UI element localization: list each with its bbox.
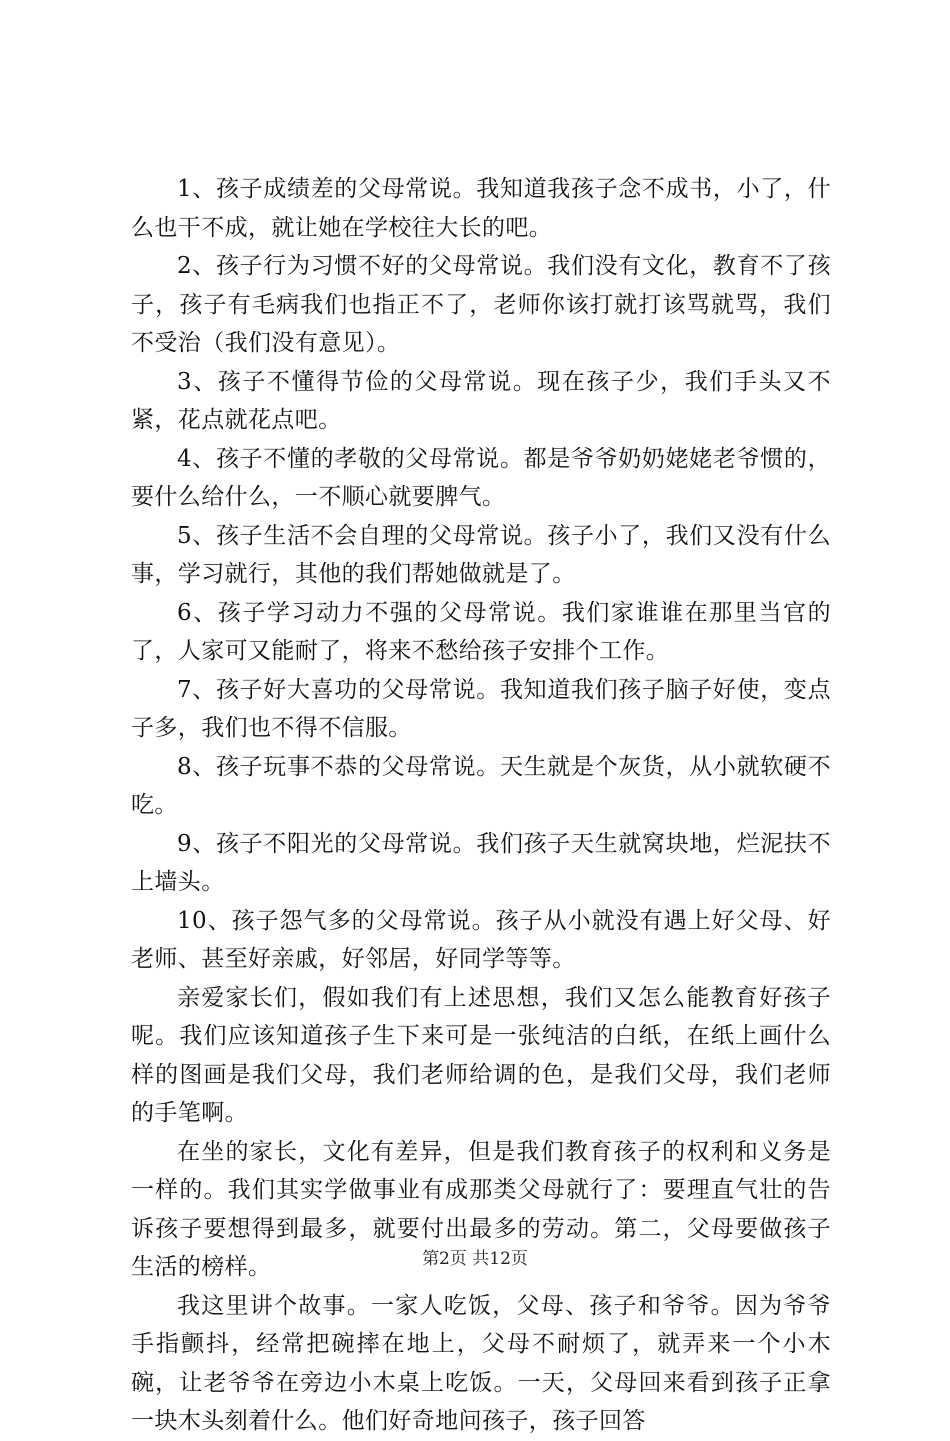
page-number-label: 第2页 共12页 [422, 1249, 528, 1269]
paragraph-7: 7、孩子好大喜功的父母常说。我知道我们孩子脑子好使，变点子多，我们也不得不信服。 [131, 676, 831, 741]
paragraph-6: 6、孩子学习动力不强的父母常说。我们家谁谁在那里当官的了，人家可又能耐了，将来不愁给孩子安排个工作。 [131, 599, 831, 664]
paragraph-10: 10、孩子怨气多的父母常说。孩子从小就没有遇上好父母、好老师、甚至好亲戚，好邻居，好同学等等。 [131, 907, 831, 972]
paragraph-3: 3、孩子不懂得节俭的父母常说。现在孩子少，我们手头又不紧，花点就花点吧。 [131, 368, 831, 433]
paragraph-12: 在坐的家长，文化有差异，但是我们教育孩子的权利和义务是一样的。我们其实学做事业有成那类父母就行了：要理直气壮的告诉孩子要想得到最多，就要付出最多的劳动。第二，父母要做孩子生活的榜样。 [131, 1138, 831, 1280]
paragraph-2: 2、孩子行为习惯不好的父母常说。我们没有文化，教育不了孩子，孩子有毛病我们也指正不了，老师你该打就打该骂就骂，我们不受治（我们没有意见）。 [131, 253, 831, 356]
paragraph-5: 5、孩子生活不会自理的父母常说。孩子小了，我们又没有什么事，学习就行，其他的我们帮她做就是了。 [131, 522, 831, 587]
page-footer [0, 1244, 950, 1269]
paragraph-8: 8、孩子玩事不恭的父母常说。天生就是个灰货，从小就软硬不吃。 [131, 753, 831, 818]
paragraph-9: 9、孩子不阳光的父母常说。我们孩子天生就窝块地，烂泥扶不上墙头。 [131, 830, 831, 895]
paragraph-4: 4、孩子不懂的孝敬的父母常说。都是爷爷奶奶姥姥老爷惯的，要什么给什么，一不顺心就要脾气。 [131, 445, 831, 510]
paragraph-13: 我这里讲个故事。一家人吃饭，父母、孩子和爷爷。因为爷爷手指颤抖，经常把碗摔在地上，父母不耐烦了，就弄来一个小木碗，让老爷爷在旁边小木桌上吃饭。一天，父母回来看到孩子正拿一块木头刻着什么。他们好奇地问孩子，孩子回答 [131, 1292, 831, 1434]
paragraph-1: 1、孩子成绩差的父母常说。我知道我孩子念不成书，小了，什么也干不成，就让她在学校往大长的吧。 [131, 176, 831, 241]
paragraph-11: 亲爱家长们，假如我们有上述思想，我们又怎么能教育好孩子呢。我们应该知道孩子生下来可是一张纯洁的白纸，在纸上画什么样的图画是我们父母，我们老师给调的色，是我们父母，我们老师的手笔啊。 [131, 984, 831, 1126]
